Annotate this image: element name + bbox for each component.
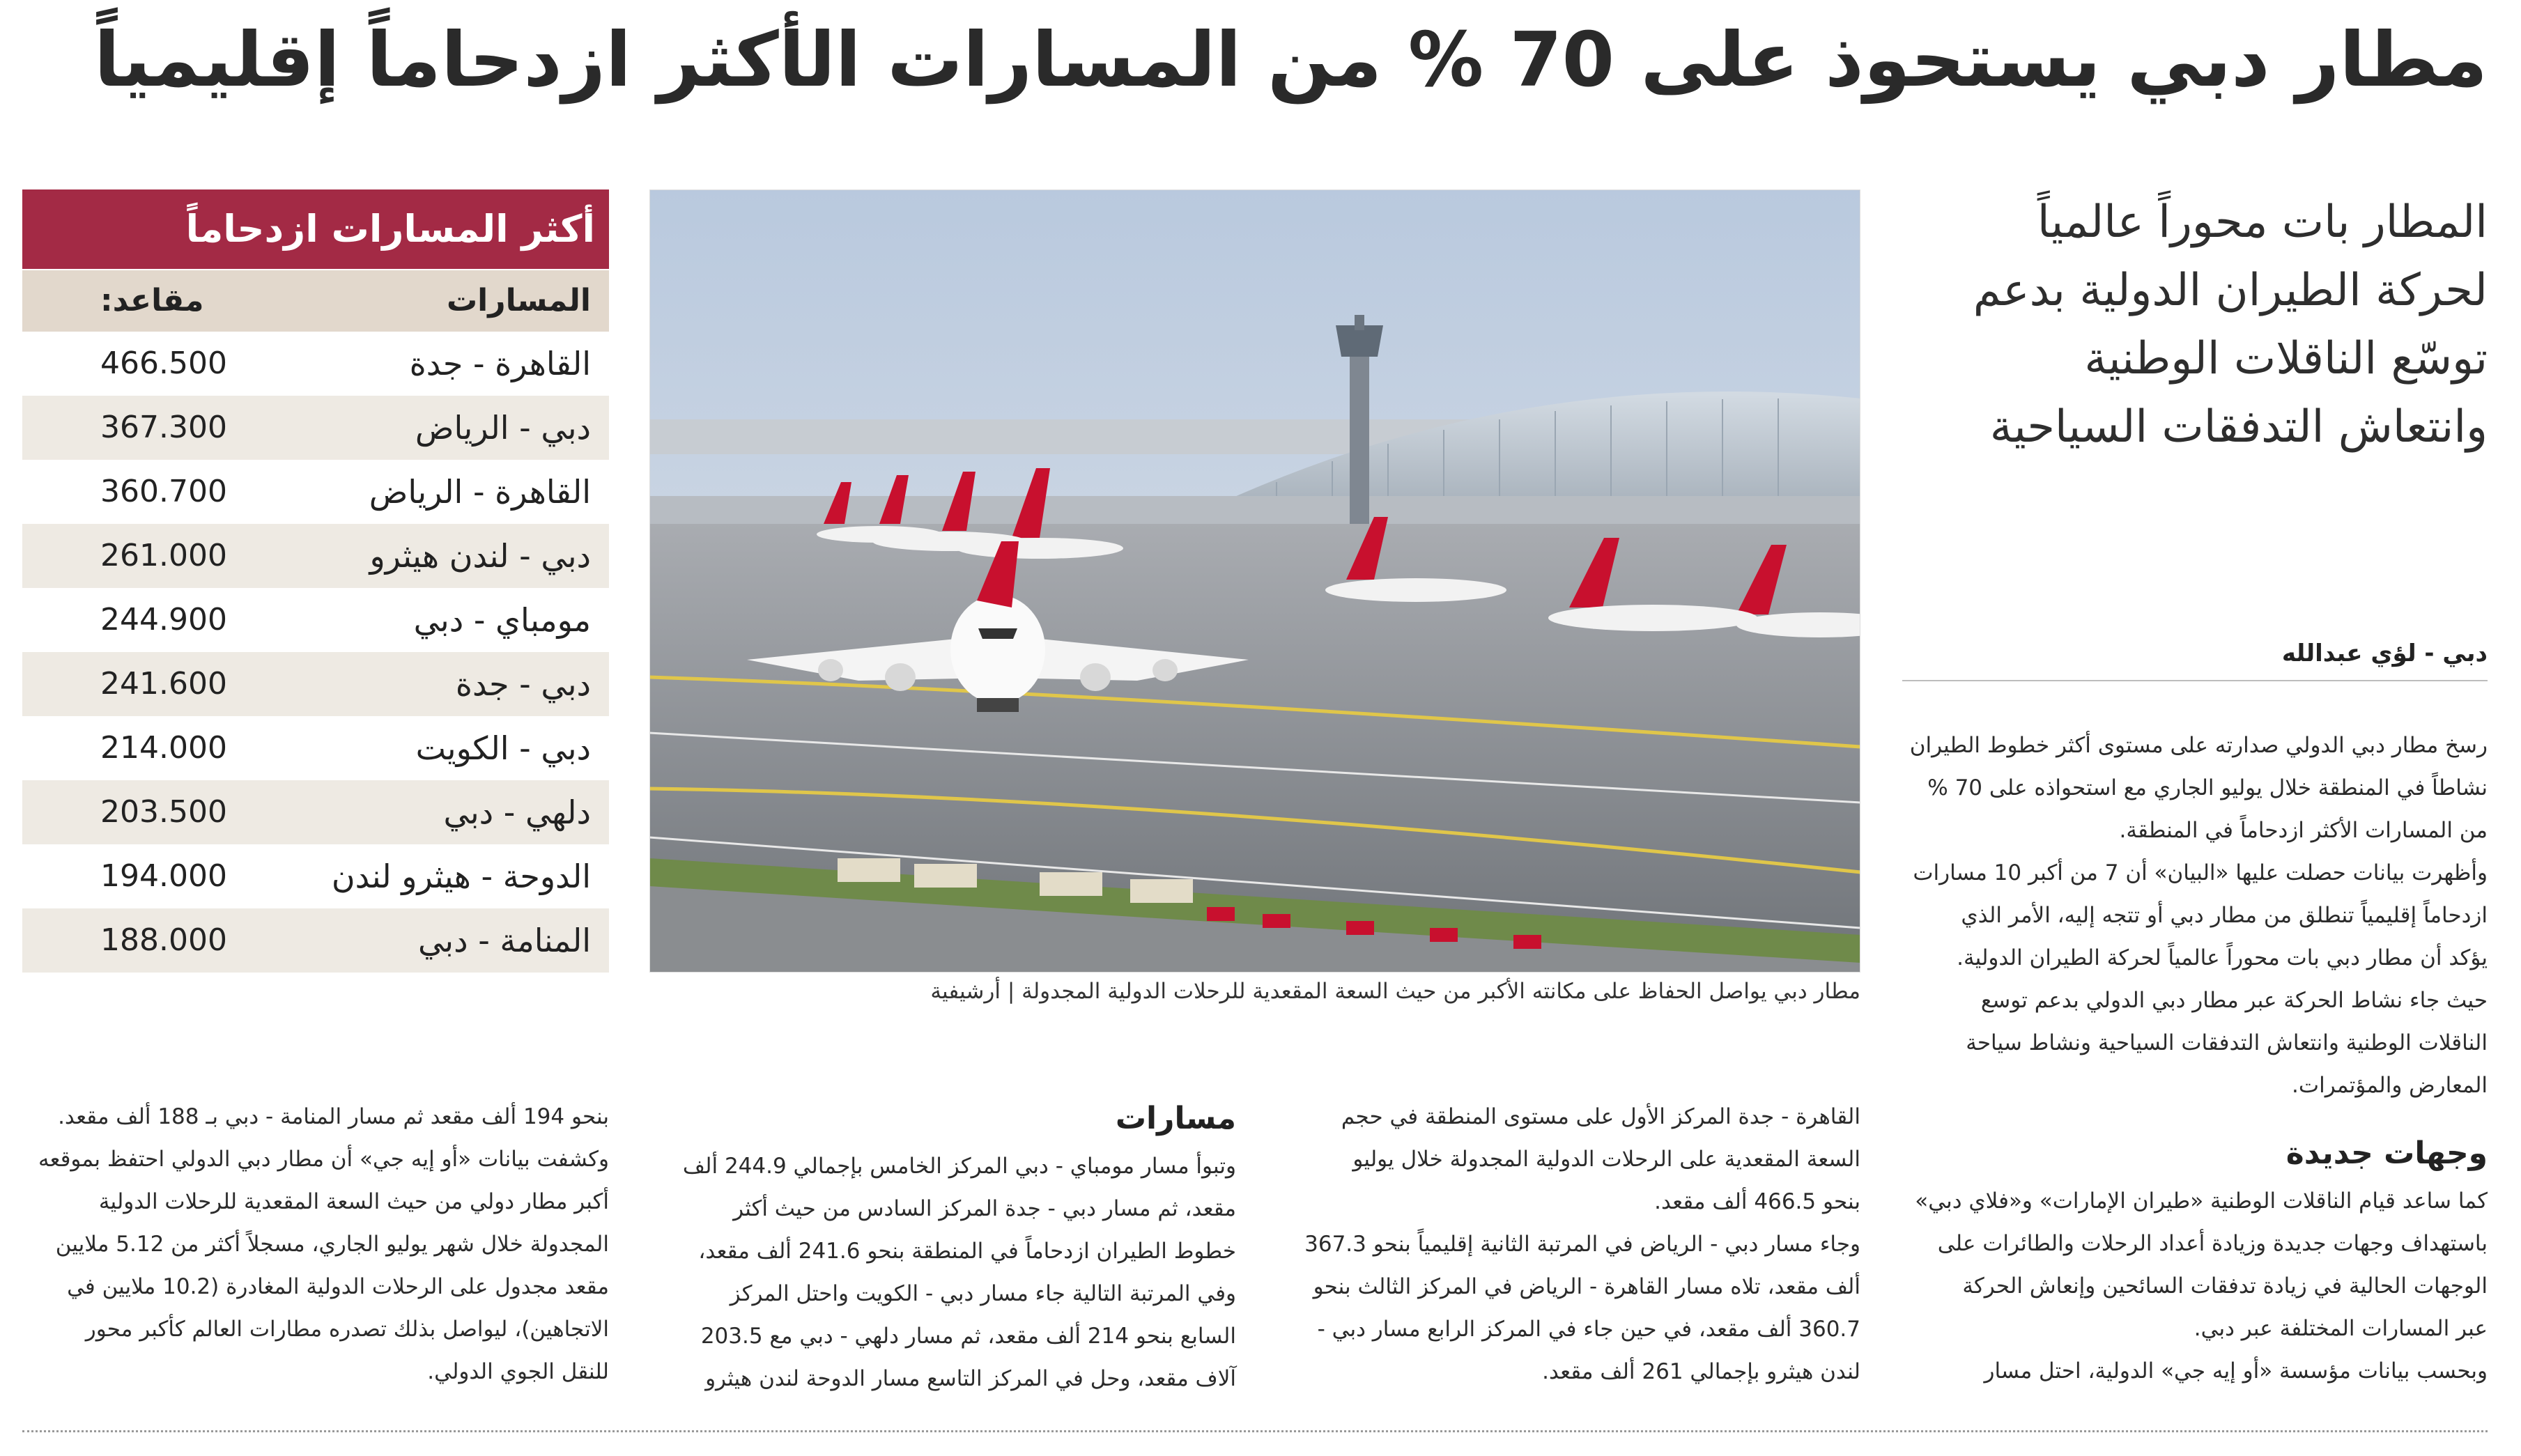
- route-seats: 466.500: [100, 346, 227, 381]
- subheadline-line: لحركة الطيران الدولية بدعم: [1973, 265, 2488, 316]
- article-line: آلاف مقعد، وحل في المركز التاسع مسار الدوحة لندن هيثرو: [705, 1366, 1236, 1391]
- subheadline-line: المطار بات محوراً عالمياً: [2037, 196, 2488, 248]
- table-row: [22, 588, 609, 652]
- article-line: وجاء مسار دبي - الرياض في المرتبة الثانية إقليمياً بنحو 367.3: [1304, 1232, 1860, 1257]
- route-name: دلهي - دبي: [443, 793, 591, 831]
- article-line: نشاطاً في المنطقة خلال يوليو الجاري مع استحواذه على 70 %: [1927, 775, 2488, 800]
- article-column-1: [1902, 725, 2488, 1107]
- article-line: مقعد، ثم مسار دبي - جدة المركز السادس من حيث أكثر: [733, 1196, 1236, 1221]
- article-line: كما ساعد قيام الناقلات الوطنية «طيران الإمارات» و«فلاي دبي»: [1915, 1188, 2488, 1214]
- byline-divider: [1902, 680, 2488, 681]
- article-line: المعارض والمؤتمرات.: [2292, 1073, 2488, 1098]
- article-line: وكشفت بيانات «أو إيه جي» أن مطار دبي الدولي احتفظ بموقعه: [38, 1147, 609, 1172]
- article-line: المجدولة خلال شهر يوليو الجاري، مسجلاً أكثر من 5.12 ملايين: [55, 1232, 609, 1257]
- article-line: 360.7 ألف مقعد، في حين جاء في المركز الرابع مسار دبي -: [1317, 1317, 1860, 1342]
- article-line: القاهرة - جدة المركز الأول على مستوى المنطقة في حجم: [1341, 1104, 1860, 1129]
- article-line: باستهداف وجهات جديدة وزيادة أعداد الرحلات والطائرات على: [1937, 1231, 2488, 1256]
- section-heading: مسارات: [1115, 1101, 1236, 1136]
- article-line: رسخ مطار دبي الدولي صدارته على مستوى أكثر خطوط الطيران: [1909, 733, 2488, 758]
- subheadline-line: توسّع الناقلات الوطنية: [2084, 333, 2488, 385]
- table-row: [22, 908, 609, 973]
- section-heading: وجهات جديدة: [2285, 1136, 2488, 1171]
- article-line: وتبوأ مسار مومباي - دبي المركز الخامس بإجمالي 244.9 ألف: [682, 1154, 1236, 1179]
- photo-caption: مطار دبي يواصل الحفاظ على مكانته الأكبر من حيث السعة المقعدية للرحلات الدولية المجدولة | أرشيفية: [930, 979, 1860, 1004]
- article-line: الاتجاهين)، ليواصل بذلك تصدره مطارات العالم كأكبر محور: [85, 1317, 609, 1342]
- subheadline-line: وانتعاش التدفقات السياحية: [1989, 401, 2488, 453]
- article-line: يؤكد أن مطار دبي بات محوراً عالمياً لحركة الطيران الدولية.: [1957, 945, 2488, 970]
- table-row: [22, 780, 609, 844]
- table-row: [22, 460, 609, 524]
- route-name: دبي - جدة: [455, 665, 591, 703]
- article-line: بنحو 194 ألف مقعد ثم مسار المنامة - دبي بـ 188 ألف مقعد.: [58, 1104, 609, 1129]
- article-line: وفي المرتبة التالية جاء مسار دبي - الكويت واحتل المركز: [730, 1281, 1236, 1306]
- airport-photo-illustration: [649, 189, 1860, 973]
- column-header-routes: المسارات: [446, 283, 591, 318]
- route-name: المنامة - دبي: [417, 922, 591, 959]
- table-row: [22, 332, 609, 396]
- article-line: الناقلات الوطنية وانتعاش التدفقات السياحية ونشاط سياحة: [1966, 1030, 2488, 1055]
- route-seats: 241.600: [100, 666, 227, 702]
- route-name: دبي - الكويت: [415, 729, 591, 767]
- article-line: الوجهات الحالية في زيادة تدفقات السائحين وإنعاش الحركة: [1962, 1273, 2488, 1299]
- article-line: عبر المسارات المختلفة عبر دبي.: [2194, 1316, 2488, 1341]
- article-column-2: [1275, 1096, 1860, 1393]
- footer-divider: [22, 1430, 2488, 1432]
- article-line: ألف مقعد، تلاه مسار القاهرة - الرياض في المركز الثالث بنحو: [1313, 1274, 1860, 1299]
- article-line: خطوط الطيران ازدحاماً في المنطقة بنحو 241.6 ألف مقعد،: [698, 1239, 1236, 1264]
- table-header: [22, 189, 609, 269]
- article-line: حيث جاء نشاط الحركة عبر مطار دبي الدولي بدعم توسع: [1980, 988, 2488, 1013]
- route-name: الدوحة - هيثرو لندن: [331, 858, 591, 895]
- headline: مطار دبي يستحوذ على 70 % من المسارات الأكثر ازدحاماً إقليمياً: [94, 17, 2488, 104]
- route-name: القاهرة - جدة: [409, 345, 591, 382]
- article-line: السابع بنحو 214 ألف مقعد، ثم مسار دلهي - دبي مع 203.5: [700, 1324, 1236, 1349]
- route-name: مومباي - دبي: [413, 601, 591, 639]
- route-name: دبي - الرياض: [415, 409, 591, 447]
- article-line: ازدحاماً إقليمياً تنطلق من مطار دبي أو تتجه إليه، الأمر الذي: [1961, 903, 2488, 928]
- article-line: مقعد مجدول على الرحلات الدولية المغادرة (10.2 ملايين في: [67, 1274, 609, 1299]
- article-line: أكبر مطار دولي من حيث السعة المقعدية للرحلات الدولية: [98, 1189, 609, 1214]
- table-row: [22, 524, 609, 588]
- route-seats: 261.000: [100, 538, 227, 573]
- route-seats: 367.300: [100, 410, 227, 445]
- byline: دبي - لؤي عبدالله: [2281, 640, 2488, 667]
- table-row: [22, 716, 609, 780]
- route-seats: 203.500: [100, 794, 227, 830]
- route-seats: 194.000: [100, 858, 227, 894]
- route-seats: 360.700: [100, 474, 227, 509]
- table-title: أكثر المسارات ازدحاماً: [185, 207, 595, 251]
- article-line: من المسارات الأكثر ازدحاماً في المنطقة.: [2119, 818, 2488, 843]
- article-line: لندن هيثرو بإجمالي 261 ألف مقعد.: [1542, 1359, 1860, 1384]
- article-line: للنقل الجوي الدولي.: [427, 1359, 609, 1384]
- table-row: [22, 652, 609, 716]
- article-column-1-continued: [1902, 1127, 2488, 1393]
- busiest-routes-table: [22, 270, 609, 973]
- article-line: بنحو 466.5 ألف مقعد.: [1654, 1189, 1860, 1214]
- article-column-3: [649, 1092, 1236, 1400]
- airport-photo: [649, 189, 1860, 973]
- route-name: دبي - لندن هيثرو: [369, 537, 591, 575]
- table-row: [22, 396, 609, 460]
- route-name: القاهرة - الرياض: [369, 473, 591, 511]
- route-seats: 244.900: [100, 602, 227, 637]
- article-line: وبحسب بيانات مؤسسة «أو إيه جي» الدولية، احتل مسار: [1984, 1358, 2488, 1384]
- article-line: السعة المقعدية على الرحلات الدولية المجدولة خلال يوليو: [1352, 1147, 1860, 1172]
- subheadline: [1881, 188, 2488, 461]
- route-seats: 214.000: [100, 730, 227, 766]
- route-seats: 188.000: [100, 922, 227, 958]
- column-header-seats: مقاعد:: [100, 283, 204, 318]
- article-column-4: [22, 1096, 609, 1393]
- table-row: [22, 844, 609, 908]
- article-line: وأظهرت بيانات حصلت عليها «البيان» أن 7 من أكبر 10 مسارات: [1913, 860, 2488, 885]
- table-column-header: [22, 270, 609, 332]
